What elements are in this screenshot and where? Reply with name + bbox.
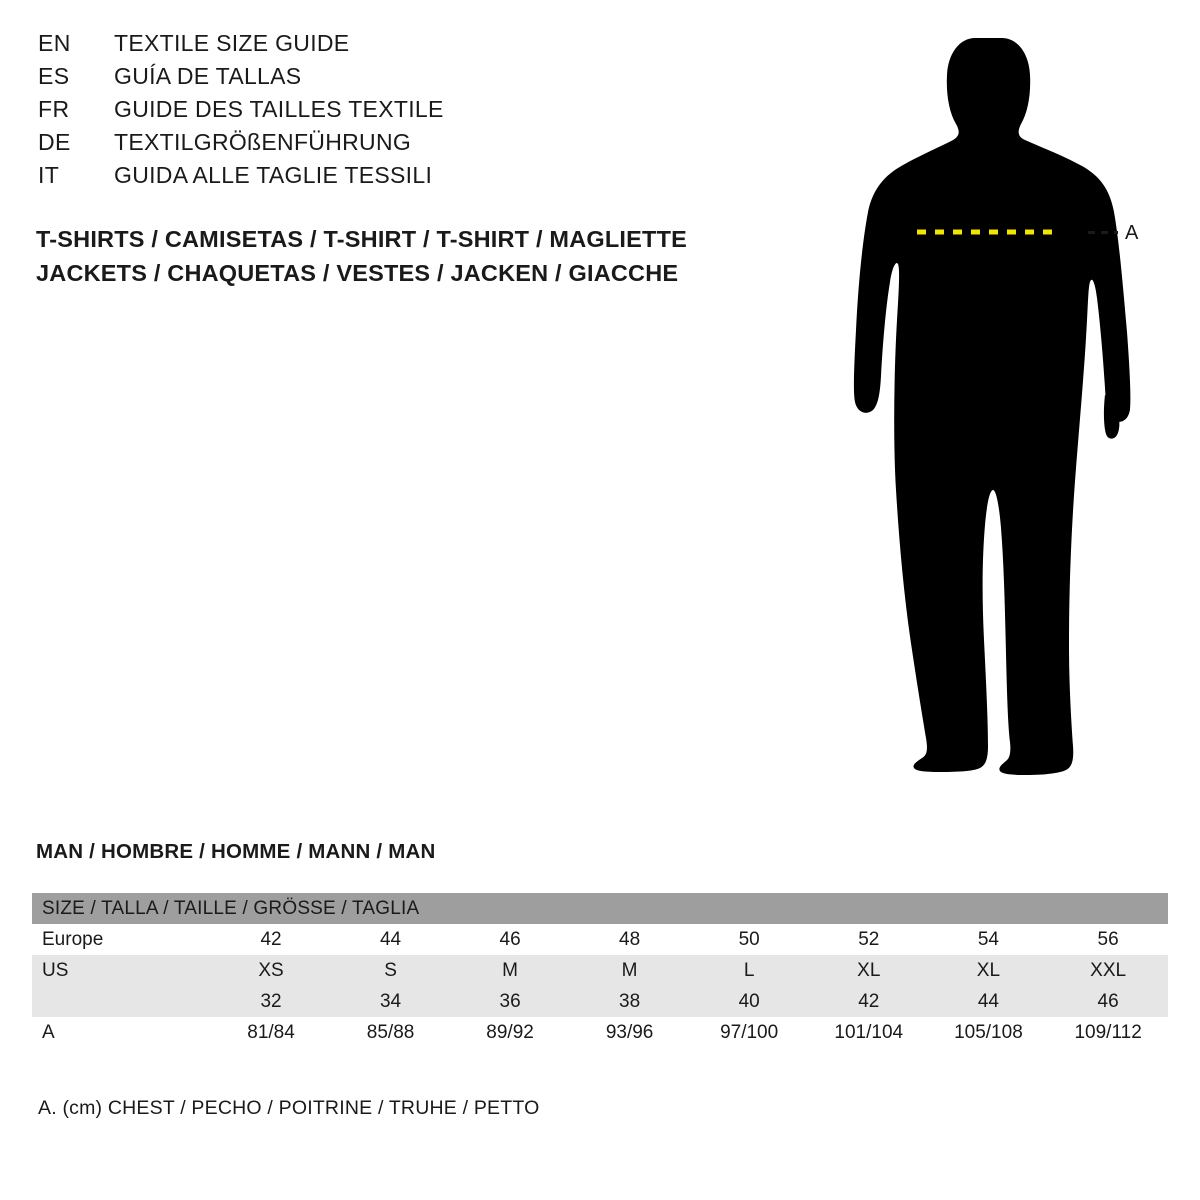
table-row (32, 955, 1168, 986)
cell-value: 38 (570, 986, 690, 1017)
cell-value: 101/104 (809, 1017, 929, 1048)
row-label-a: A (32, 1017, 211, 1048)
cell-value: 40 (689, 986, 809, 1017)
language-text: TEXTILE SIZE GUIDE (114, 30, 350, 56)
marker-leader-dashes (1088, 231, 1118, 234)
table-title-man: MAN / HOMBRE / HOMME / MANN / MAN (36, 840, 436, 863)
silhouette-path (854, 38, 1130, 775)
language-row (38, 96, 738, 129)
footnote-chest-measurement: A. (cm) CHEST / PECHO / POITRINE / TRUHE / PETTO (38, 1097, 540, 1119)
language-row (38, 129, 738, 162)
cell-value: 56 (1048, 924, 1168, 955)
cell-value: 46 (450, 924, 570, 955)
language-row (38, 63, 738, 96)
cell-value: 50 (689, 924, 809, 955)
size-table (32, 893, 1168, 1048)
language-row (38, 30, 738, 63)
cell-value: 44 (929, 986, 1049, 1017)
cell-value: 109/112 (1048, 1017, 1168, 1048)
language-row (38, 162, 738, 195)
table-header-row (32, 893, 1168, 924)
cell-value: 46 (1048, 986, 1168, 1017)
language-text: GUIDA ALLE TAGLIE TESSILI (114, 162, 433, 188)
cell-value: 93/96 (570, 1017, 690, 1048)
table-header-label: SIZE / TALLA / TAILLE / GRÖSSE / TAGLIA (32, 893, 1168, 924)
language-code: ES (38, 63, 70, 89)
cell-value: 42 (809, 986, 929, 1017)
table-row (32, 1017, 1168, 1048)
cell-value: M (570, 955, 690, 986)
table-row (32, 986, 1168, 1017)
cell-value: 97/100 (689, 1017, 809, 1048)
silhouette-svg (820, 20, 1180, 790)
cell-value: 54 (929, 924, 1049, 955)
row-label-us: US (32, 955, 211, 986)
language-code: FR (38, 96, 70, 122)
cell-value: 105/108 (929, 1017, 1049, 1048)
cell-value: 32 (211, 986, 331, 1017)
cell-value: 42 (211, 924, 331, 955)
cell-value: M (450, 955, 570, 986)
category-tshirts: T-SHIRTS / CAMISETAS / T-SHIRT / T-SHIRT / MAGLIETTE (36, 226, 687, 252)
cell-value: 36 (450, 986, 570, 1017)
category-headings (36, 222, 796, 290)
row-label-blank (32, 986, 211, 1017)
language-code: DE (38, 129, 71, 155)
language-text: TEXTILGRÖßENFÜHRUNG (114, 129, 412, 155)
cell-value: S (331, 955, 451, 986)
cell-value: 85/88 (331, 1017, 451, 1048)
row-label-europe: Europe (32, 924, 211, 955)
language-text: GUÍA DE TALLAS (114, 63, 302, 89)
cell-value: 89/92 (450, 1017, 570, 1048)
cell-value: XXL (1048, 955, 1168, 986)
cell-value: 34 (331, 986, 451, 1017)
cell-value: XL (929, 955, 1049, 986)
cell-value: 52 (809, 924, 929, 955)
cell-value: 81/84 (211, 1017, 331, 1048)
cell-value: 44 (331, 924, 451, 955)
cell-value: 48 (570, 924, 690, 955)
language-text: GUIDE DES TAILLES TEXTILE (114, 96, 444, 122)
cell-value: XS (211, 955, 331, 986)
category-jackets: JACKETS / CHAQUETAS / VESTES / JACKEN / GIACCHE (36, 260, 679, 286)
language-header-block (38, 30, 738, 195)
cell-value: L (689, 955, 809, 986)
marker-label-a: A (1125, 222, 1139, 244)
language-code: EN (38, 30, 71, 56)
man-silhouette-figure (820, 20, 1180, 790)
table-row (32, 924, 1168, 955)
language-code: IT (38, 162, 60, 188)
cell-value: XL (809, 955, 929, 986)
